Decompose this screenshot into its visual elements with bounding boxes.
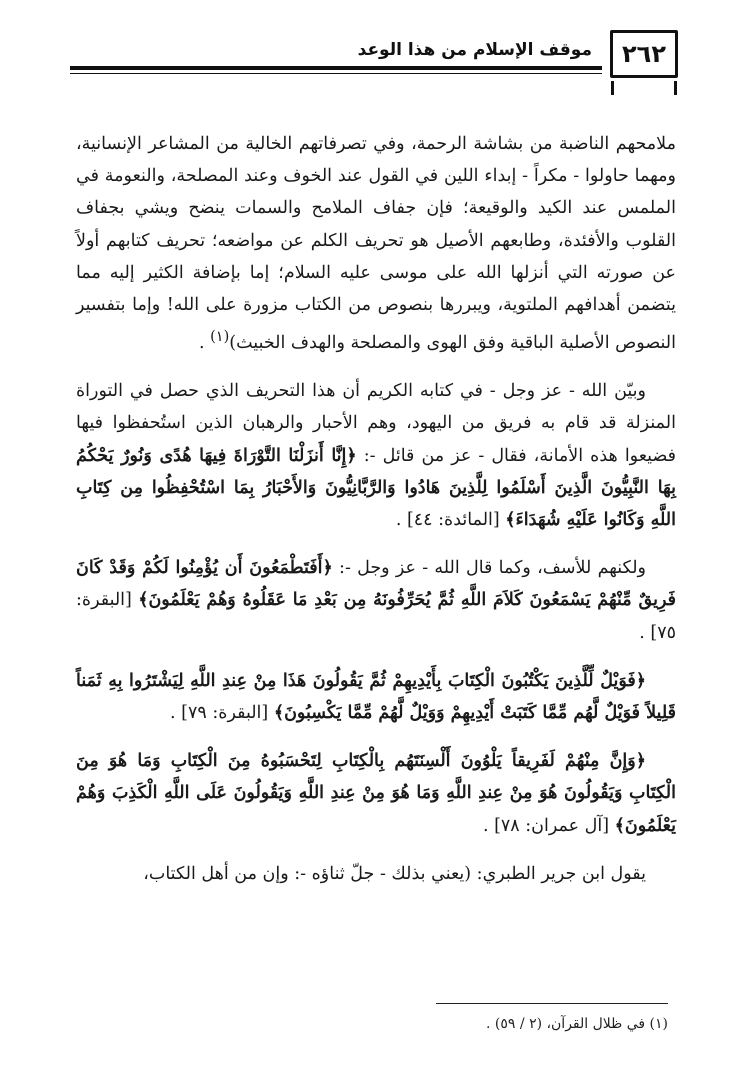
quran-verse: ﴿إِنَّا أَنزَلْنَا التَّوْرَاةَ فِيهَا هُدًى وَنُورٌ يَحْكُمُ بِهَا النَّبِيُّونَ الَّذِينَ أَسْلَمُوا لِلَّذِينَ هَادُوا وَالرَّبَّانِيُّونَ وَالأَحْبَارُ بِمَا اسْتُحْفِظُوا مِن كِتَابِ اللَّهِ وَكَانُوا عَلَيْهِ شُهَدَاءَ﴾ xyxy=(76,445,676,531)
page-number: ٢٦٢ xyxy=(610,30,678,78)
verse-reference: [المائدة: ٤٤] . xyxy=(395,510,506,531)
paragraph-text: ولكنهم للأسف، وكما قال الله - عز وجل -: xyxy=(332,558,647,579)
header-rule-thin xyxy=(70,73,602,74)
running-title: موقف الإسلام من هذا الوعد xyxy=(357,40,592,60)
paragraph-end: . xyxy=(198,333,211,354)
body-text xyxy=(76,128,676,906)
footnote-rule xyxy=(436,1003,668,1004)
paragraph-text: يقول ابن جرير الطبري: (يعني بذلك - جلّ ثناؤه -: وإن من أهل الكتاب، xyxy=(143,863,646,884)
page-header xyxy=(40,26,712,94)
paragraph xyxy=(76,375,676,536)
paragraph xyxy=(76,665,676,729)
footnote: (١) في ظلال القرآن، (٢ / ٥٩) . xyxy=(486,1016,668,1032)
verse-reference: [البقرة: ٧٩] . xyxy=(170,703,274,724)
verse-reference: [البقرة: ٧٥] . xyxy=(76,590,676,643)
paragraph-text: ملامحهم الناضبة من بشاشة الرحمة، وفي تصرفاتهم الخالية من المشاعر الإنسانية، ومهما حاولوا - مكراً - إبداء اللين في القول عند الخوف وعند المصلحة، والنعومة في الملمس عند الكيد والوقيعة؛ فإن جفاف الملامح والسمات ينضح ويشي بجفاف القلوب والأفئدة، وطابعهم الأصيل هو تحريف الكلم عن مواضعه؛ تحريف كتابهم أولاً عن صورته التي أنزلها الله على موسى عليه السلام؛ إما بإضافة الكثير إليه مما يتضمن أهدافهم الملتوية، ويبررها بنصوص من الكتاب مزورة على الله! وإما بتفسير النصوص الأصلية الباقية وفق الهوى والمصلحة والهدف الخبيث) xyxy=(76,134,676,354)
quran-verse: ﴿وَإِنَّ مِنْهُمْ لَفَرِيقاً يَلْوُونَ أَلْسِنَتَهُم بِالْكِتَابِ لِتَحْسَبُوهُ مِنَ الْكِتَابِ وَمَا هُوَ مِنَ الْكِتَابِ وَيَقُولُونَ هُوَ مِنْ عِندِ اللَّهِ وَمَا هُوَ مِنْ عِندِ اللَّهِ وَيَقُولُونَ عَلَى اللَّهِ الْكَذِبَ وَهُمْ يَعْلَمُونَ﴾ xyxy=(76,751,676,836)
paragraph xyxy=(76,128,676,359)
paragraph xyxy=(76,858,676,890)
paragraph xyxy=(76,745,676,842)
quran-verse: ﴿فَوَيْلٌ لِّلَّذِينَ يَكْتُبُونَ الْكِتَابَ بِأَيْدِيهِمْ ثُمَّ يَقُولُونَ هَذَا مِنْ عِندِ اللَّهِ لِيَشْتَرُوا بِهِ ثَمَناً قَلِيلاً فَوَيْلٌ لَّهُم مِّمَّا كَتَبَتْ أَيْدِيهِمْ وَوَيْلٌ لَّهُمْ مِّمَّا يَكْسِبُونَ﴾ xyxy=(76,670,676,724)
paragraph xyxy=(76,552,676,649)
quran-verse: ﴿أَفَتَطْمَعُونَ أَن يُؤْمِنُوا لَكُمْ وَقَدْ كَانَ فَرِيقٌ مِّنْهُمْ يَسْمَعُونَ كَلاَمَ اللَّهِ ثُمَّ يُحَرِّفُونَهُ مِن بَعْدِ مَا عَقَلُوهُ وَهُمْ يَعْلَمُونَ﴾ xyxy=(76,558,676,611)
paragraph-text: وبيّن الله - عز وجل - في كتابه الكريم أن هذا التحريف الذي حصل في التوراة المنزلة قد قام به فريق من اليهود، وهم الأحبار والرهبان الذين استُحفظوا فيها فضيعوا هذه الأمانة، فقال - عز من قائل -: xyxy=(76,381,676,466)
verse-reference: [آل عمران: ٧٨] . xyxy=(482,815,615,836)
header-rule xyxy=(70,66,602,70)
footnote-marker: (١) xyxy=(210,328,230,346)
